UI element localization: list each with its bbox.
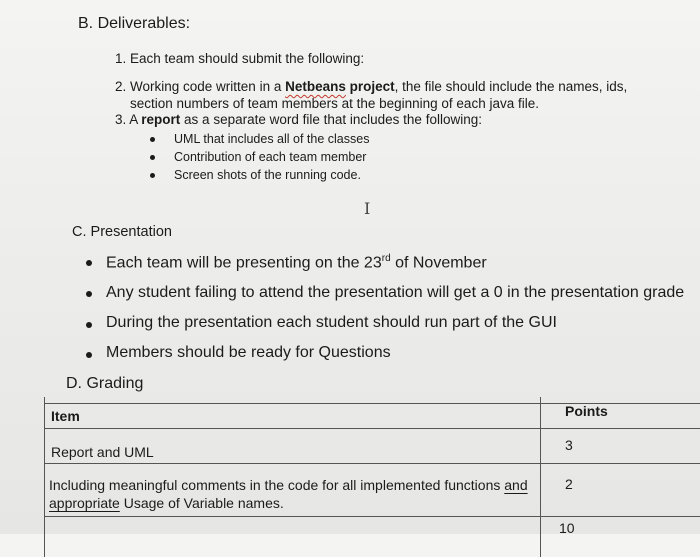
report-bullet-uml: UML that includes all of the classes [174, 132, 370, 146]
item2-text-post: , the file should include the names, ids, [394, 79, 628, 94]
table-row-item: Report and UML [51, 444, 154, 460]
deliverable-item-2-line2: section numbers of team members at the beginning of each java file. [130, 96, 539, 111]
text-cursor-icon: I [364, 199, 371, 218]
netbeans-word: Netbeans [285, 79, 346, 94]
date-text-post: of November [390, 254, 487, 272]
table-header-points: Points [565, 403, 608, 419]
deliverable-item-1: 1. Each team should submit the following: [115, 51, 365, 66]
table-header-item: Item [51, 408, 80, 424]
row2-underlined-appropriate: appropriate [49, 495, 120, 511]
bullet-dot [86, 322, 92, 328]
item3-text-post: as a separate word file that includes the following: [180, 112, 482, 127]
presentation-bullet-attendance: Any student failing to attend the presentation will get a 0 in the presentation grade [106, 284, 685, 301]
date-superscript: rd [381, 253, 391, 264]
row2-text-pre: Including meaningful comments in the code for all implemented functions [49, 477, 505, 493]
item2-text-pre: 2. Working code written in a [115, 79, 286, 94]
table-total-points: 10 [559, 520, 575, 536]
project-word: project [345, 79, 395, 94]
presentation-bullet-date [106, 253, 487, 272]
item3-text-pre: 3. A [115, 112, 142, 127]
grading-table [44, 397, 700, 557]
section-c-heading: C. Presentation [72, 224, 172, 240]
presentation-bullet-questions: Members should be ready for Questions [106, 344, 391, 361]
table-row-divider [44, 463, 700, 464]
table-row-item [49, 477, 528, 493]
report-word: report [141, 112, 181, 127]
section-d-heading: D. Grading [66, 375, 144, 392]
presentation-bullet-gui: During the presentation each student should run part of the GUI [106, 314, 557, 331]
row2-text-post: Usage of Variable names. [119, 495, 284, 511]
bullet-dot [86, 260, 92, 266]
bullet-dot [86, 291, 92, 297]
table-row-points: 3 [565, 437, 573, 453]
table-row-points: 2 [565, 476, 573, 492]
table-row-divider [44, 516, 700, 517]
table-column-divider [540, 397, 541, 557]
date-text-pre: Each team will be presenting on the 23 [106, 254, 382, 272]
bullet-dot [150, 137, 155, 142]
bullet-dot [150, 173, 155, 178]
report-bullet-contribution: Contribution of each team member [174, 150, 367, 164]
table-row-item-line2 [49, 495, 284, 511]
bullet-dot [86, 352, 92, 358]
section-b-heading: B. Deliverables: [78, 15, 191, 32]
table-row-divider [44, 428, 700, 429]
table-border-left [44, 397, 45, 557]
bullet-dot [150, 155, 155, 160]
deliverable-item-3 [115, 112, 482, 127]
report-bullet-screenshots: Screen shots of the running code. [174, 168, 361, 182]
row2-underlined-and: and [504, 477, 528, 493]
deliverable-item-2 [115, 79, 627, 94]
